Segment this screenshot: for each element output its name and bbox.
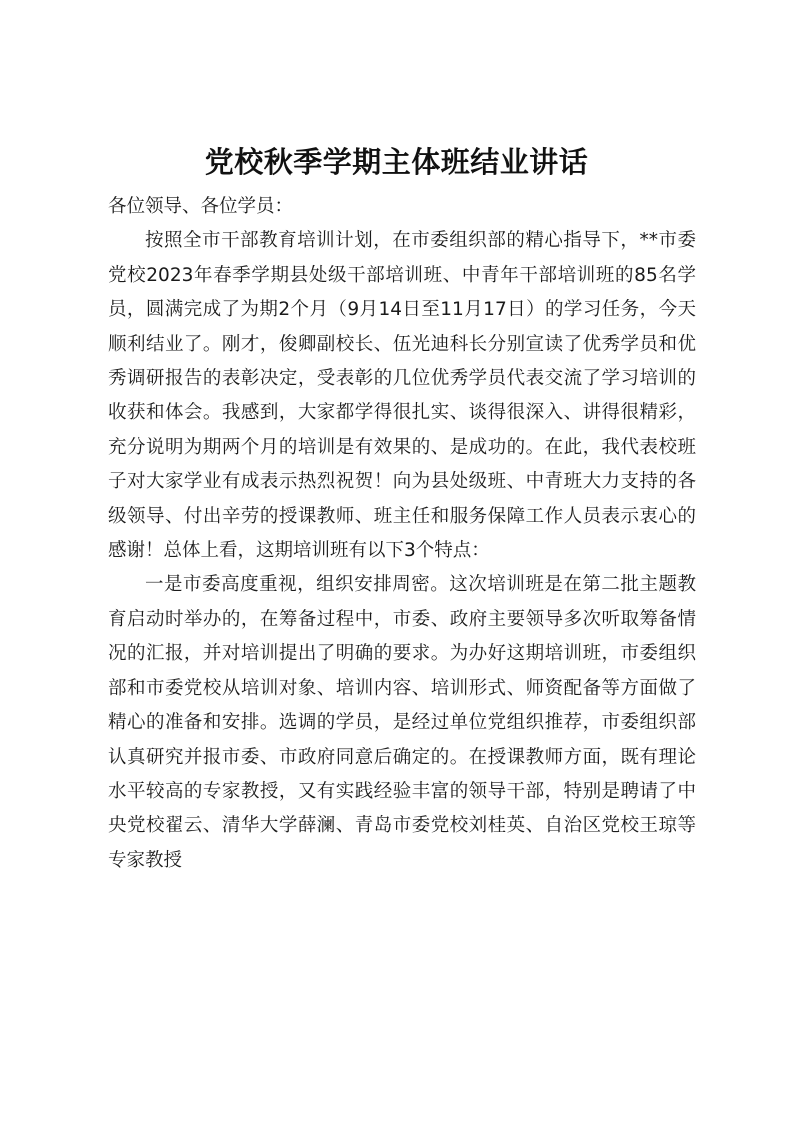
document-body	[108, 190, 696, 878]
paragraph-point-one: 一是市委高度重视，组织安排周密。这次培训班是在第二批主题教育启动时举办的，在筹备过程中，市委、政府主要领导多次听取筹备情况的汇报，并对培训提出了明确的要求。为办好这期培训班，市委组织部和市委党校从培训对象、培训内容、培训形式、师资配备等方面做了精心的准备和安排。选调的学员，是经过单位党组织推荐，市委组织部认真研究并报市委、市政府同意后确定的。在授课教师方面，既有理论水平较高的专家教授，又有实践经验丰富的领导干部，特别是聘请了中央党校翟云、清华大学薛澜、青岛市委党校刘桂英、自治区党校王琼等专家教授	[108, 574, 696, 871]
paragraph-intro: 按照全市干部教育培训计划，在市委组织部的精心指导下，**市委党校2023年春季学期县处级干部培训班、中青年干部培训班的85名学员，圆满完成了为期2个月（9月14日至11月17日）的学习任务，今天顺利结业了。刚才，俊卿副校长、伍光迪科长分别宣读了优秀学员和优秀调研报告的表彰决定，受表彰的几位优秀学员代表交流了学习培训的收获和体会。我感到，大家都学得很扎实、谈得很深入、讲得很精彩，充分说明为期两个月的培训是有效果的、是成功的。在此，我代表校班子对大家学业有成表示热烈祝贺！向为县处级班、中青班大力支持的各级领导、付出辛劳的授课教师、班主任和服务保障工作人员表示衷心的感谢！总体上看，这期培训班有以下3个特点：	[108, 230, 696, 562]
document-title: 党校秋季学期主体班结业讲话	[204, 145, 589, 179]
salutation: 各位领导、各位学员：	[108, 196, 294, 217]
